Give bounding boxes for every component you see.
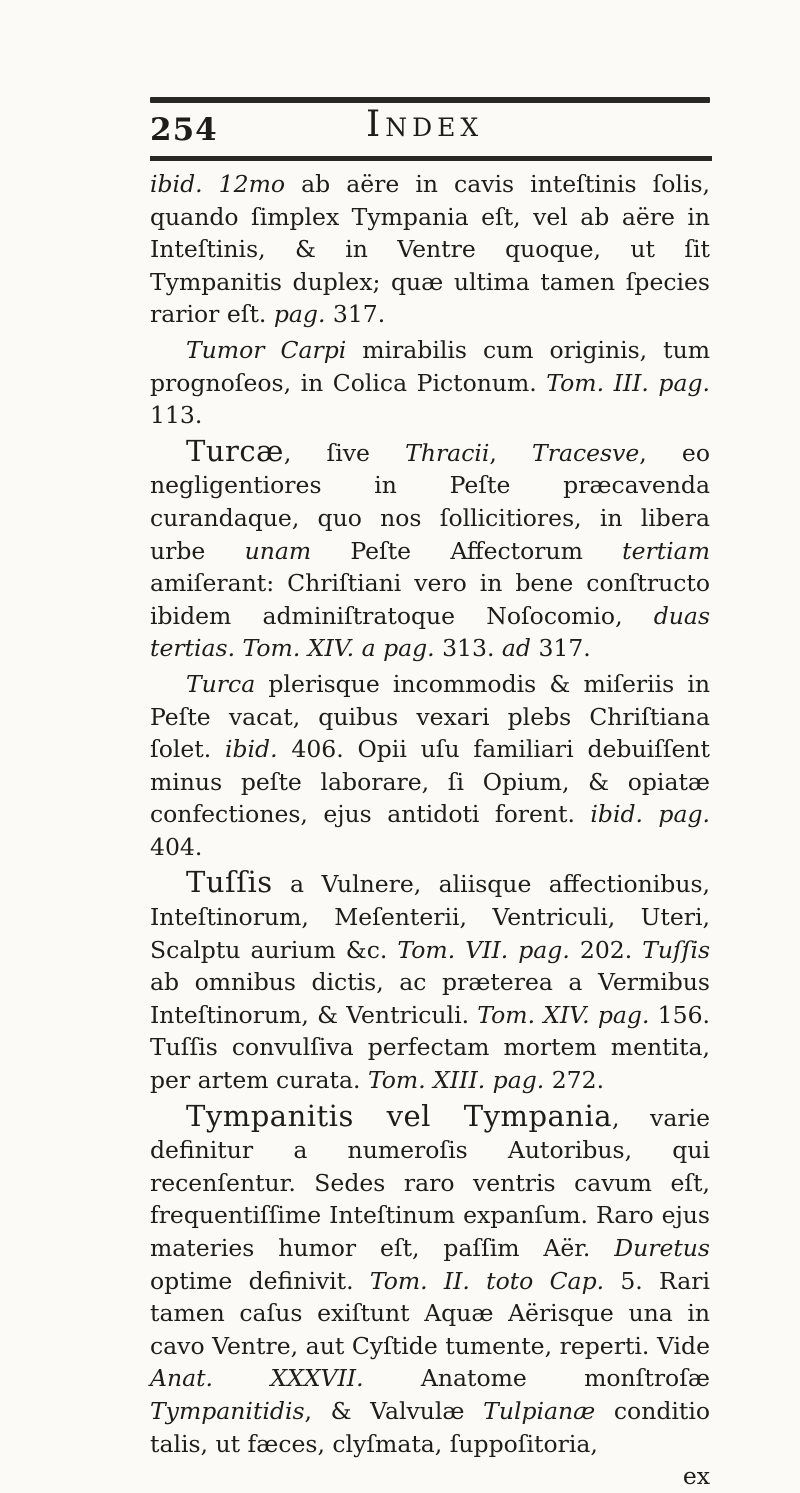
italic-text: ibid. (150, 170, 203, 198)
italic-text: Turca (186, 669, 256, 698)
headword: Tuſſis (186, 865, 273, 900)
entry-text: ab aëre in cavis inteſtinis ſolis, quando ſimplex Tympania eſt, vel ab aëre in Inteſtinis, & in Ventre quoque, ut ſit Tympanitis duplex; quæ ultima tamen ſpecies rarior eſt. (150, 170, 710, 329)
entry-text: ab omnibus dictis, ac præterea a Vermibus Inteſtinorum, & Ventriculi. (150, 968, 710, 1029)
italic-text: Anat. XXXVII. (150, 1364, 364, 1393)
italic-text: Tom. III. pag. (546, 368, 710, 397)
entry-text: , & Valvulæ (304, 1396, 484, 1425)
italic-text: Tuſſis (642, 935, 711, 964)
italic-text: ibid. (224, 735, 278, 764)
italic-text: ad (501, 634, 531, 663)
entry-text: mirabilis cum originis, tum prognoſeos, in Colica Pictonum. (150, 335, 711, 397)
italic-text: Tom. II. toto Cap. (369, 1266, 605, 1295)
italic-text: Duretus (614, 1234, 710, 1262)
entry-text: optime definivit. (150, 1266, 370, 1295)
running-head: Index (366, 104, 484, 145)
italic-text: Tom. XIII. pag. (367, 1066, 545, 1095)
catchword: ex (682, 1462, 710, 1491)
italic-text: ibid. pag. (590, 800, 710, 829)
italic-text: Tympanitidis (150, 1396, 305, 1425)
entry-text: 272. (544, 1066, 605, 1095)
italic-text: Tom. XIV. pag. (477, 1000, 650, 1029)
italic-text: unam (244, 536, 312, 565)
entry-text: 156. Tuſſis convulſiva perfectam mortem mentita, per artem curata. (150, 1000, 710, 1095)
entry-text: 317. (325, 300, 386, 329)
page-number: 254 (150, 112, 218, 148)
index-entry (150, 668, 710, 864)
index-text (150, 168, 710, 1493)
italic-text: 12mo (218, 170, 286, 198)
entry-text: a Vulnere, aliisque affectionibus, Inteſtinorum, Meſenterii, Ventriculi, Uteri, Scalptu aurium &c. (150, 870, 710, 964)
italic-text: Tom. VII. pag. (397, 935, 570, 964)
entry-text: 202. (569, 935, 643, 964)
entry-text: 113. (150, 401, 203, 430)
entry-text: Peſte Affectorum (311, 536, 623, 565)
italic-text: Tracesve (532, 438, 640, 467)
entry-text: conditio talis, ut fæces, clyſmata, ſuppoſitoria, (150, 1396, 710, 1458)
entry-text: Anatome monſtroſæ (363, 1364, 710, 1393)
header-rule (150, 156, 712, 161)
entry-text: amiſerant: Chriſtiani vero in bene conſtructo ibidem adminiſtratoque Noſocomio, (150, 569, 710, 630)
index-entry (150, 1100, 710, 1461)
italic-text: tertiam (622, 536, 710, 565)
entry-text: 406. Opii uſu familiari debuiſſent minus peſte laborare, ſi Opium, & opiatæ confectiones, ejus antidoti forent. (150, 735, 711, 829)
entry-text: plerisque incommodis & miſeriis in Peſte vacat, quibus vexari plebs Chriſtiana ſolet. (150, 669, 710, 764)
entry-text: 313. (434, 634, 502, 663)
top-rule (150, 97, 710, 103)
italic-text: pag. (273, 300, 326, 329)
entry-text (203, 170, 219, 198)
italic-text: Tumor Carpi (186, 335, 347, 364)
headword: Turcæ (186, 433, 284, 468)
entry-text: 5. Rari tamen caſus exiſtunt Aquæ Aërisque una in cavo Ventre, aut Cyſtide tumente, reperti. Vide (150, 1266, 711, 1360)
entry-text: 404. (150, 832, 203, 861)
index-entry (150, 334, 710, 432)
entry-text: , varie definitur a numeroſis Autoribus, qui recenſentur. Sedes raro ventris cavum eſt, frequentiſſime Inteſtinum expanſum. Raro ejus materies humor eſt, paſſim Aër. (150, 1103, 710, 1262)
italic-text: Tulpianæ (483, 1396, 596, 1425)
headword: Tympanitis vel Tympania (186, 1098, 613, 1133)
italic-text: Thracii (405, 438, 490, 467)
index-entry (150, 435, 710, 665)
entry-text: , eo negligentiores in Peſte præcavenda curandaque, quo nos ſollicitiores, in libera urbe (150, 438, 710, 565)
entry-text: , (489, 438, 533, 467)
entry-text: , ſive (283, 438, 406, 467)
index-entry (150, 866, 710, 1096)
italic-text: duas tertias. Tom. XIV. a pag. (150, 601, 710, 663)
entry-text: 317. (530, 634, 591, 663)
index-entry (150, 168, 710, 331)
